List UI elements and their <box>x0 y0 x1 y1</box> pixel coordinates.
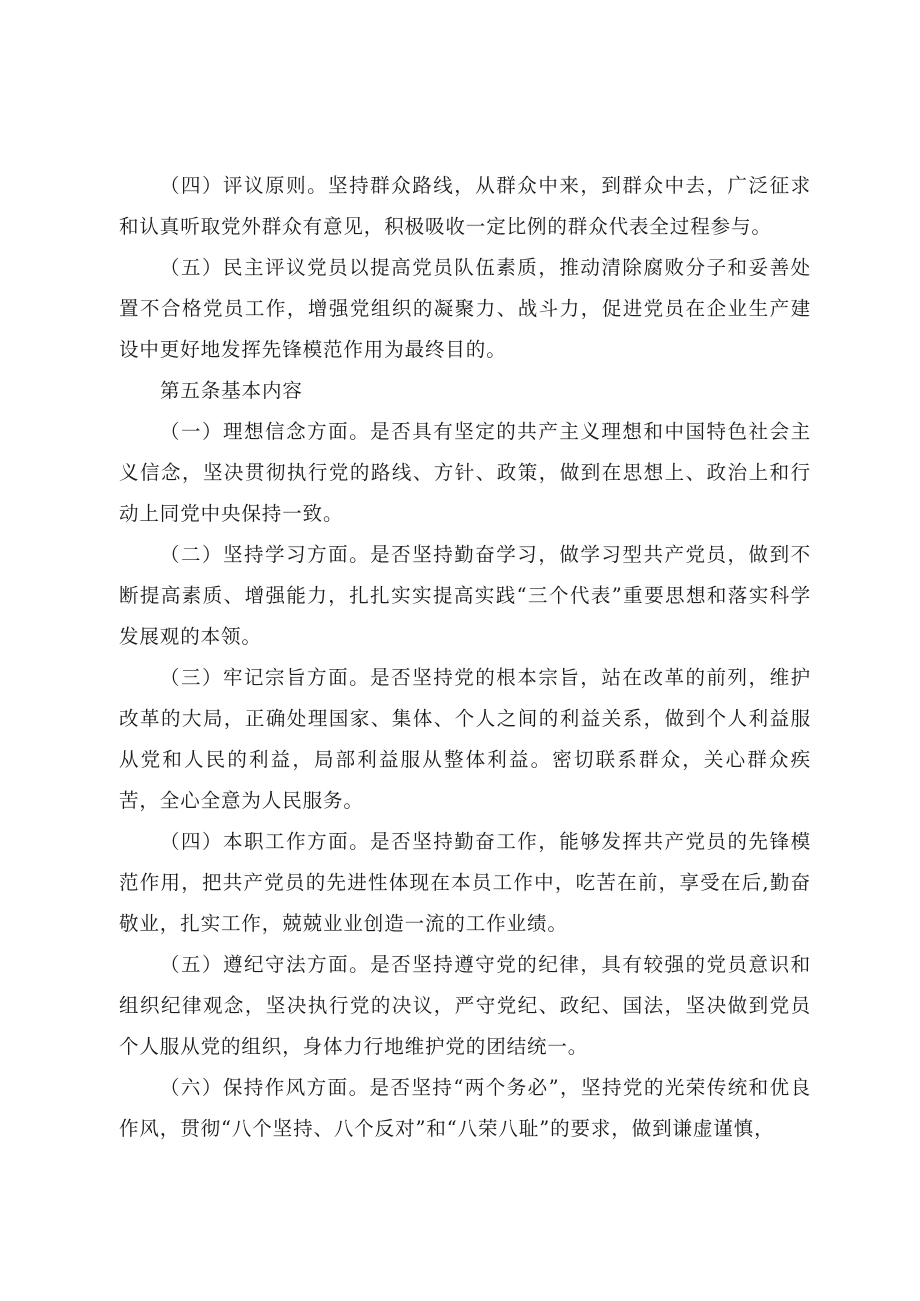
paragraph-evaluation-principle: （四）评议原则。坚持群众路线，从群众中来，到群众中去，广泛征求和认真听取党外群众有意见，积极吸收一定比例的群众代表全过程参与。 <box>119 174 811 238</box>
document-body <box>119 165 811 1149</box>
article-five-heading: 第五条基本内容 <box>159 379 303 402</box>
paragraph-ultimate-goal: （五）民主评议党员以提高党员队伍素质，推动清除腐败分子和妥善处置不合格党员工作，增强党组织的凝聚力、战斗力，促进党员在企业生产建设中更好地发挥先锋模范作用为最终目的。 <box>119 256 811 361</box>
paragraph-purpose: （三）牢记宗旨方面。是否坚持党的根本宗旨，站在改革的前列，维护改革的大局，正确处理国家、集体、个人之间的利益关系，做到个人利益服从党和人民的利益，局部利益服从整体利益。密切联系群众，关心群众疾苦，全心全意为人民服务。 <box>119 666 811 812</box>
paragraph-study: （二）坚持学习方面。是否坚持勤奋学习，做学习型共产党员，做到不断提高素质、增强能力，扎扎实实提高实践“三个代表”重要思想和落实科学发展观的本领。 <box>119 543 811 648</box>
paragraph-discipline-law: （五）遵纪守法方面。是否坚持遵守党的纪律，具有较强的党员意识和组织纪律观念，坚决执行党的决议，严守党纪、政纪、国法，坚决做到党员个人服从党的组织，身体力行地维护党的团结统一。 <box>119 953 811 1058</box>
paragraph-job-duties: （四）本职工作方面。是否坚持勤奋工作，能够发挥共产党员的先锋模范作用，把共产党员的先进性体现在本员工作中，吃苦在前，享受在后,勤奋敬业，扎实工作，兢兢业业创造一流的工作业绩。 <box>119 830 811 935</box>
paragraph-work-style: （六）保持作风方面。是否坚持“两个务必”，坚持党的光荣传统和优良作风，贯彻“八个坚持、八个反对”和“八荣八耻”的要求，做到谦虚谨慎， <box>119 1076 811 1140</box>
paragraph-ideals-beliefs: （一）理想信念方面。是否具有坚定的共产主义理想和中国特色社会主义信念，坚决贯彻执行党的路线、方针、政策，做到在思想上、政治上和行动上同党中央保持一致。 <box>119 420 811 525</box>
